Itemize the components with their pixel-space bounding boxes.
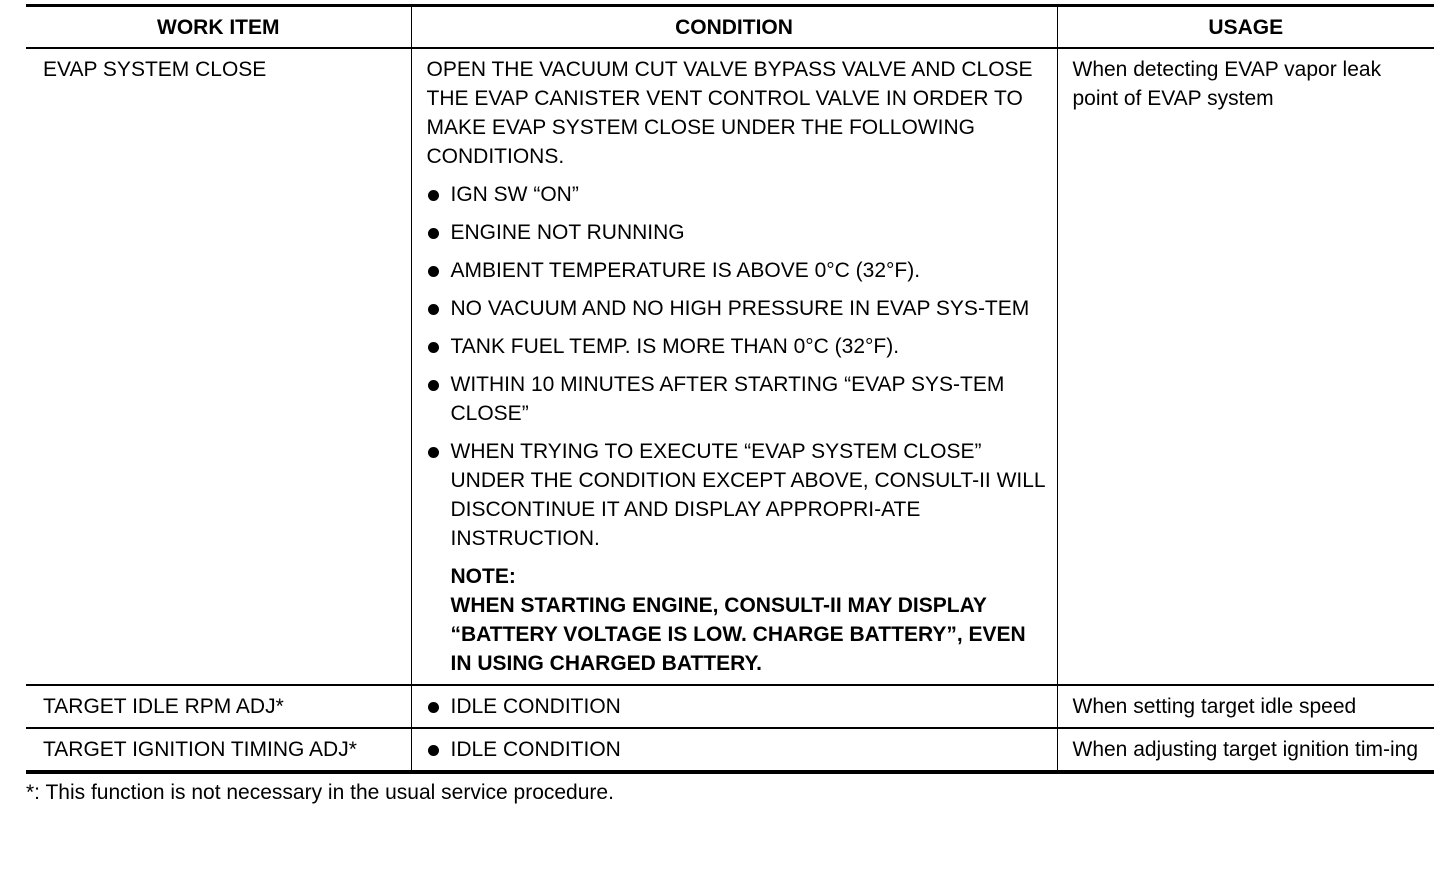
work-item-cell: TARGET IGNITION TIMING ADJ* [26, 728, 411, 772]
usage-cell: When detecting EVAP vapor leak point of EVAP system [1057, 48, 1434, 685]
list-item [427, 332, 1047, 361]
condition-text: TANK FUEL TEMP. IS MORE THAN 0°C (32°F). [450, 335, 900, 358]
condition-text: ENGINE NOT RUNNING [450, 221, 685, 244]
table-header-row [26, 6, 1434, 49]
note-block [427, 562, 1047, 678]
list-item [427, 437, 1047, 553]
condition-text: NO VACUUM AND NO HIGH PRESSURE IN EVAP SYS-TEM [450, 297, 1030, 320]
condition-text: IDLE CONDITION [450, 695, 621, 718]
header-condition: CONDITION [411, 6, 1057, 49]
condition-text: IDLE CONDITION [450, 738, 621, 761]
header-work-item: WORK ITEM [26, 6, 411, 49]
condition-text: IGN SW “ON” [450, 183, 579, 206]
list-item [427, 370, 1047, 428]
condition-cell [411, 728, 1057, 772]
work-item-cell: EVAP SYSTEM CLOSE [26, 48, 411, 685]
bullet-icon [428, 380, 439, 391]
work-support-table [26, 4, 1434, 774]
table-row [26, 48, 1434, 685]
condition-cell [411, 48, 1057, 685]
bullet-icon [428, 228, 439, 239]
condition-list [427, 735, 1047, 764]
bullet-icon [428, 745, 439, 756]
condition-list [427, 692, 1047, 721]
condition-cell [411, 685, 1057, 728]
list-item [427, 218, 1047, 247]
condition-list [427, 180, 1047, 553]
list-item [427, 180, 1047, 209]
bullet-icon [428, 304, 439, 315]
bullet-icon [428, 342, 439, 353]
bullet-icon [428, 190, 439, 201]
usage-cell: When adjusting target ignition tim-ing [1057, 728, 1434, 772]
condition-text: AMBIENT TEMPERATURE IS ABOVE 0°C (32°F). [450, 259, 921, 282]
note-text: WHEN STARTING ENGINE, CONSULT-II MAY DISPLAY “BATTERY VOLTAGE IS LOW. CHARGE BATTERY”, EVEN IN USING CHARGED BATTERY. [450, 594, 1026, 675]
condition-text: WITHIN 10 MINUTES AFTER STARTING “EVAP SYS-TEM CLOSE” [450, 373, 1005, 425]
note-label: NOTE: [450, 565, 516, 588]
table-row [26, 685, 1434, 728]
list-item [427, 735, 1047, 764]
bullet-icon [428, 447, 439, 458]
table-row [26, 728, 1434, 772]
condition-intro: OPEN THE VACUUM CUT VALVE BYPASS VALVE AND CLOSE THE EVAP CANISTER VENT CONTROL VALVE IN ORDER TO MAKE EVAP SYSTEM CLOSE UNDER THE FOLLOWING CONDITIONS. [426, 58, 1033, 168]
list-item [427, 294, 1047, 323]
header-usage: USAGE [1057, 6, 1434, 49]
bullet-icon [428, 266, 439, 277]
bullet-icon [428, 702, 439, 713]
list-item [427, 692, 1047, 721]
work-item-cell: TARGET IDLE RPM ADJ* [26, 685, 411, 728]
condition-text: WHEN TRYING TO EXECUTE “EVAP SYSTEM CLOSE” UNDER THE CONDITION EXCEPT ABOVE, CONSULT-II WILL DISCONTINUE IT AND DISPLAY APPROPRI-ATE INSTRUCTION. [450, 440, 1045, 550]
footnote: *: This function is not necessary in the usual service procedure. [26, 781, 614, 804]
usage-cell: When setting target idle speed [1057, 685, 1434, 728]
document-page [26, 4, 1434, 807]
list-item [427, 256, 1047, 285]
